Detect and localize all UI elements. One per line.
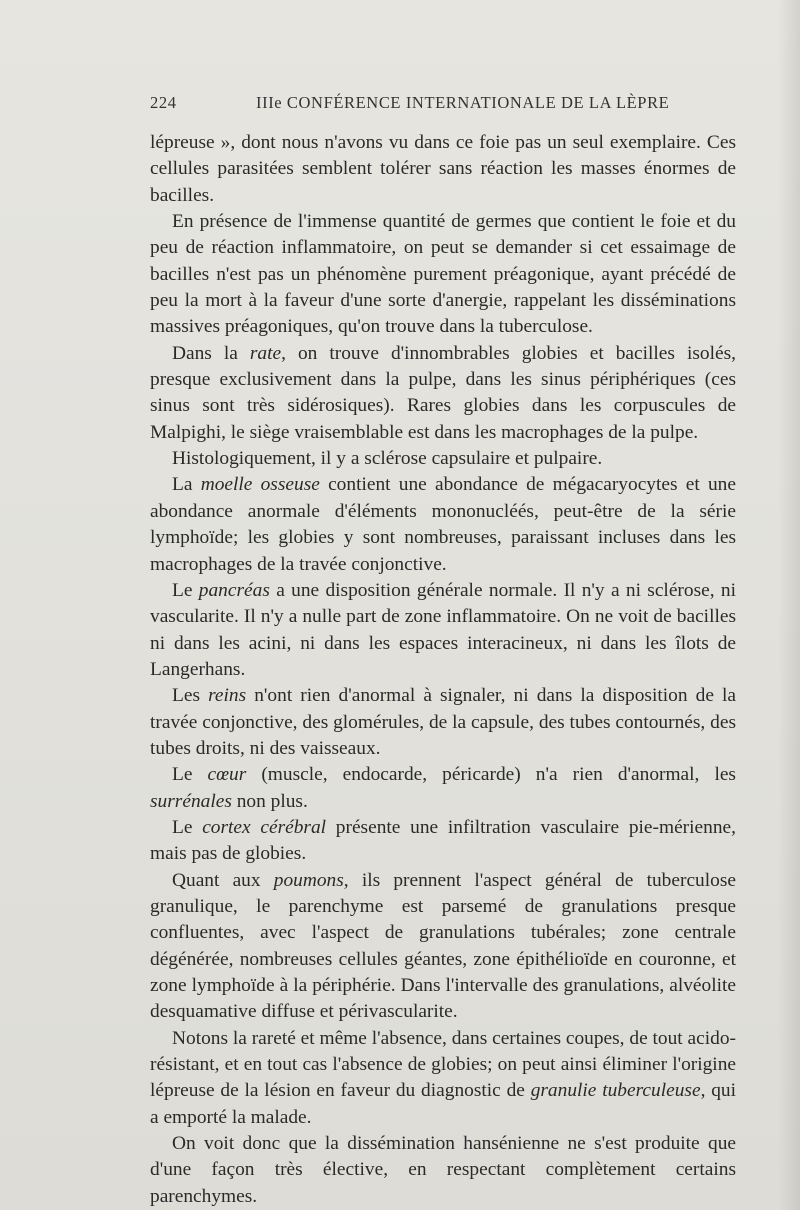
italic-term: pancréas [198, 579, 270, 601]
text-run: lépreuse », dont nous n'avons vu dans ce foie pas un seul exemplaire. Ces cellules parasitées semblent tolérer sans réaction les masses énormes de bacilles. [150, 132, 736, 206]
running-title: IIIe CONFÉRENCE INTERNATIONALE DE LA LÈPRE [256, 93, 670, 112]
text-run: Histologiquement, il y a sclérose capsulaire et pulpaire. [172, 448, 603, 470]
text-run: (muscle, endocarde, péricarde) n'a rien d'anormal, les [246, 764, 736, 786]
text-run: présente une infiltration vasculaire pie-mérienne, mais pas de globies. [150, 816, 736, 865]
text-run: a une disposition générale normale. Il n'y a ni sclérose, ni vascularite. Il n'y a nulle part de zone inflammatoire. On ne voit de bacilles ni dans les acini, ni dans les espaces interacineux, ni dans les îlots de Langerhans. [150, 579, 736, 680]
text-run: , qui a emporté la malade. [150, 1080, 736, 1128]
italic-term: moelle osseuse [200, 474, 320, 496]
text-run: non plus. [231, 790, 308, 812]
italic-term: cœur [207, 764, 247, 786]
text-run: Quant aux [172, 869, 274, 891]
paragraph [150, 578, 736, 683]
text-run: La [172, 474, 201, 496]
text-run: Dans la [172, 342, 250, 364]
italic-term: rate [249, 342, 282, 364]
text-run: , on trouve d'innombrables globies et bacilles isolés, presque exclusivement dans la pulpe, dans les sinus périphériques (ces sinus sont très sidérosiques). Rares globies dans les corpuscules de Malpighi, le siège vraisemblable est dans les macrophages de la pulpe. [150, 342, 736, 443]
page-edge-shadow [778, 0, 800, 1210]
text-run: Les [172, 685, 209, 707]
paragraph [150, 868, 736, 1026]
body-text [150, 130, 736, 1210]
paragraph [150, 130, 736, 209]
paragraph [150, 683, 736, 762]
text-run: , ils prennent l'aspect général de tuberculose granulique, le parenchyme est parsemé de granulations presque confluentes, avec l'aspect de granulations tubérales; zone centrale dégénérée, nombreuses cellules géantes, zone épithélioïde en couronne, et zone lymphoïde à la périphérie. Dans l'intervalle des granulations, alvéolite desquamative diffuse et périvascularite. [150, 869, 736, 1023]
paragraph [150, 209, 736, 341]
text-run: On voit donc que la dissémination hansénienne ne s'est produite que d'une façon très élective, en respectant complètement certains parenchymes. [150, 1133, 736, 1207]
paragraph [150, 341, 736, 446]
paragraph [150, 815, 736, 868]
text-run: n'ont rien d'anormal à signaler, ni dans la disposition de la travée conjonctive, des glomérules, de la capsule, des tubes contournés, des tubes droits, ni des vaisseaux. [150, 685, 736, 759]
italic-term: cortex cérébral [202, 816, 327, 838]
text-run: En présence de l'immense quantité de germes que contient le foie et du peu de réaction inflammatoire, on peut se demander si cet essaimage de bacilles n'est pas un phénomène purement préagonique, ayant précédé de peu la mort à la faveur d'une sorte d'anergie, rappelant les disséminations massives préagoniques, qu'on trouve dans la tuberculose. [150, 211, 736, 338]
italic-term: surrénales [150, 790, 232, 812]
italic-term: poumons [273, 869, 344, 891]
text-run: Le [172, 579, 199, 601]
page-number: 224 [150, 93, 177, 112]
paragraph [150, 762, 736, 815]
paragraph [150, 446, 736, 472]
italic-term: reins [208, 685, 247, 707]
text-run: contient une abondance de mégacaryocytes et une abondance anormale d'éléments mononucléés, peut-être de la série lymphoïde; les globies y sont nombreuses, paraissant incluses dans les macrophages de la travée conjonctive. [150, 474, 736, 575]
text-run: Notons la rareté et même l'absence, dans certaines coupes, de tout acido-résistant, et en tout cas l'absence de globies; on peut ainsi éliminer l'origine lépreuse de la lésion en faveur du diagnostic de [150, 1027, 736, 1102]
paragraph [150, 1026, 736, 1131]
paragraph [150, 472, 736, 577]
italic-term: granulie tuberculeuse [530, 1080, 701, 1102]
paragraph [150, 1131, 736, 1210]
text-run: Le [172, 816, 203, 838]
text-run: Le [172, 764, 208, 786]
